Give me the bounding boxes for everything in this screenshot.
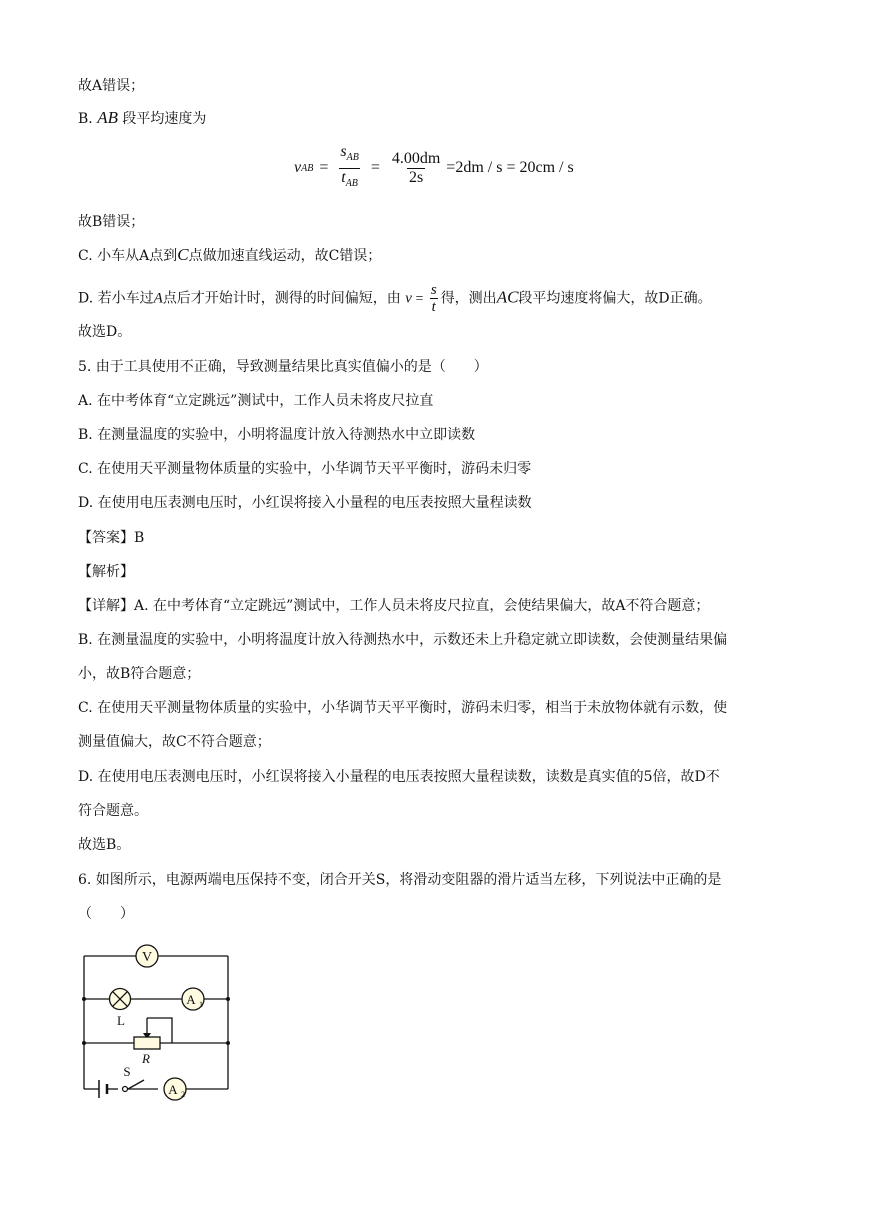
answer: 【答案】B — [78, 530, 145, 546]
fraction-numeric — [390, 150, 442, 187]
label: C. 小车从A点到 — [78, 248, 178, 264]
formula-s-sub: AB — [346, 152, 359, 164]
math-symbol: A — [153, 290, 163, 307]
option-d: D. 在使用电压表测电压时，小红误将接入小量程的电压表按照大量程读数 — [78, 495, 532, 511]
math-symbol: v — [405, 290, 412, 307]
detail-c-cont: 测量值偏大，故C不符合题意； — [78, 734, 271, 750]
question-5: 5. 由于工具使用不正确，导致测量结果比真实值偏小的是（ ） — [78, 359, 488, 375]
formula-t-sub: AB — [345, 177, 358, 189]
question-6: 6. 如图所示，电源两端电压保持不变，闭合开关S，将滑动变阻器的滑片适当左移，下列说法中正确的是 — [78, 872, 722, 888]
formula-den: 2s — [408, 168, 424, 186]
formula-v-sub: AB — [301, 162, 314, 174]
fraction-s-over-t — [338, 143, 360, 192]
text-line — [78, 245, 381, 266]
option-b: B. 在测量温度的实验中，小明将温度计放入待测热水中立即读数 — [78, 427, 476, 443]
math-symbol: AC — [496, 287, 519, 307]
switch-contact — [123, 1087, 128, 1092]
ammeter-1-subscript: 1 — [199, 1000, 203, 1009]
detail-d: D. 在使用电压表测电压时，小红误将接入小量程的电压表按照大量程读数，读数是真实值的5倍，故D不 — [78, 769, 720, 785]
detail-d-cont: 符合题意。 — [78, 803, 148, 819]
formula-v: v — [294, 159, 302, 176]
circuit-diagram — [78, 940, 238, 1105]
formula-s: s — [340, 143, 347, 161]
velocity-formula: v AB = $\frac{s_{AB}}{t_{AB}}$ = $\frac{4.00dm}{2s}$ =2dm / s = 20cm / s — [294, 145, 574, 191]
analysis-heading: 【解析】 — [78, 564, 134, 580]
label: 得，测出 — [440, 290, 497, 307]
formula-t: t — [341, 168, 346, 186]
formula-num: 4.00dm — [391, 149, 441, 167]
voltmeter-label: V — [141, 950, 153, 965]
ammeter-2-label: A — [168, 1082, 178, 1097]
choose-b: 故选B。 — [78, 837, 131, 853]
detail-c: C. 在使用天平测量物体质量的实验中，小华调节天平平衡时，游码未归零，相当于未放物体就有示数，使 — [78, 700, 728, 716]
detail-b-cont: 小，故B符合题意； — [78, 666, 201, 682]
question-6-cont: （ ） — [78, 906, 134, 922]
resistor-icon — [134, 1037, 160, 1049]
formula-result: =2dm / s = 20cm / s — [446, 159, 574, 176]
option-c: C. 在使用天平测量物体质量的实验中，小华调节天平平衡时，游码未归零 — [78, 461, 532, 477]
label: 段平均速度为 — [117, 111, 207, 127]
switch-label: S — [123, 1064, 131, 1079]
label: D. 若小车过 — [78, 290, 154, 307]
frac-num: s — [430, 282, 437, 298]
label: 段平均速度将偏大，故D正确。 — [518, 290, 712, 307]
text-line — [78, 108, 206, 129]
text-line: 故选D。 — [78, 324, 132, 340]
math-symbol: C — [177, 245, 189, 264]
lamp-label: L — [117, 1013, 125, 1028]
ammeter-1-label: A — [186, 992, 196, 1007]
detail-a: 【详解】A. 在中考体育“立定跳远”测试中，工作人员未将皮尺拉直，会使结果偏大，故A不符合题意； — [78, 598, 710, 614]
detail-b: B. 在测量温度的实验中，小明将温度计放入待测热水中，示数还未上升稳定就立即读数，会使测量结果偏 — [78, 632, 728, 648]
label: 点做加速直线运动，故C错误； — [188, 248, 382, 264]
option-a: A. 在中考体育“立定跳远”测试中，工作人员未将皮尺拉直 — [78, 393, 434, 409]
label: 点后才开始计时，测得的时间偏短，由 — [162, 290, 401, 307]
frac-den: t — [431, 299, 436, 315]
resistor-label: R — [142, 1051, 150, 1066]
text-line: 故B错误； — [78, 214, 145, 230]
math-symbol: AB — [97, 108, 118, 127]
fraction-s-over-t-inline — [429, 282, 439, 315]
ammeter-2-subscript: 2 — [181, 1090, 185, 1099]
label: B. — [78, 111, 98, 127]
text-line: 故A错误； — [78, 78, 145, 94]
text-line: D. 若小车过A点后才开始计时，测得的时间偏短，由 v = $\frac{s}{t}$ 得，测出AC段平均速度将偏大，故D正确。 — [78, 282, 712, 315]
